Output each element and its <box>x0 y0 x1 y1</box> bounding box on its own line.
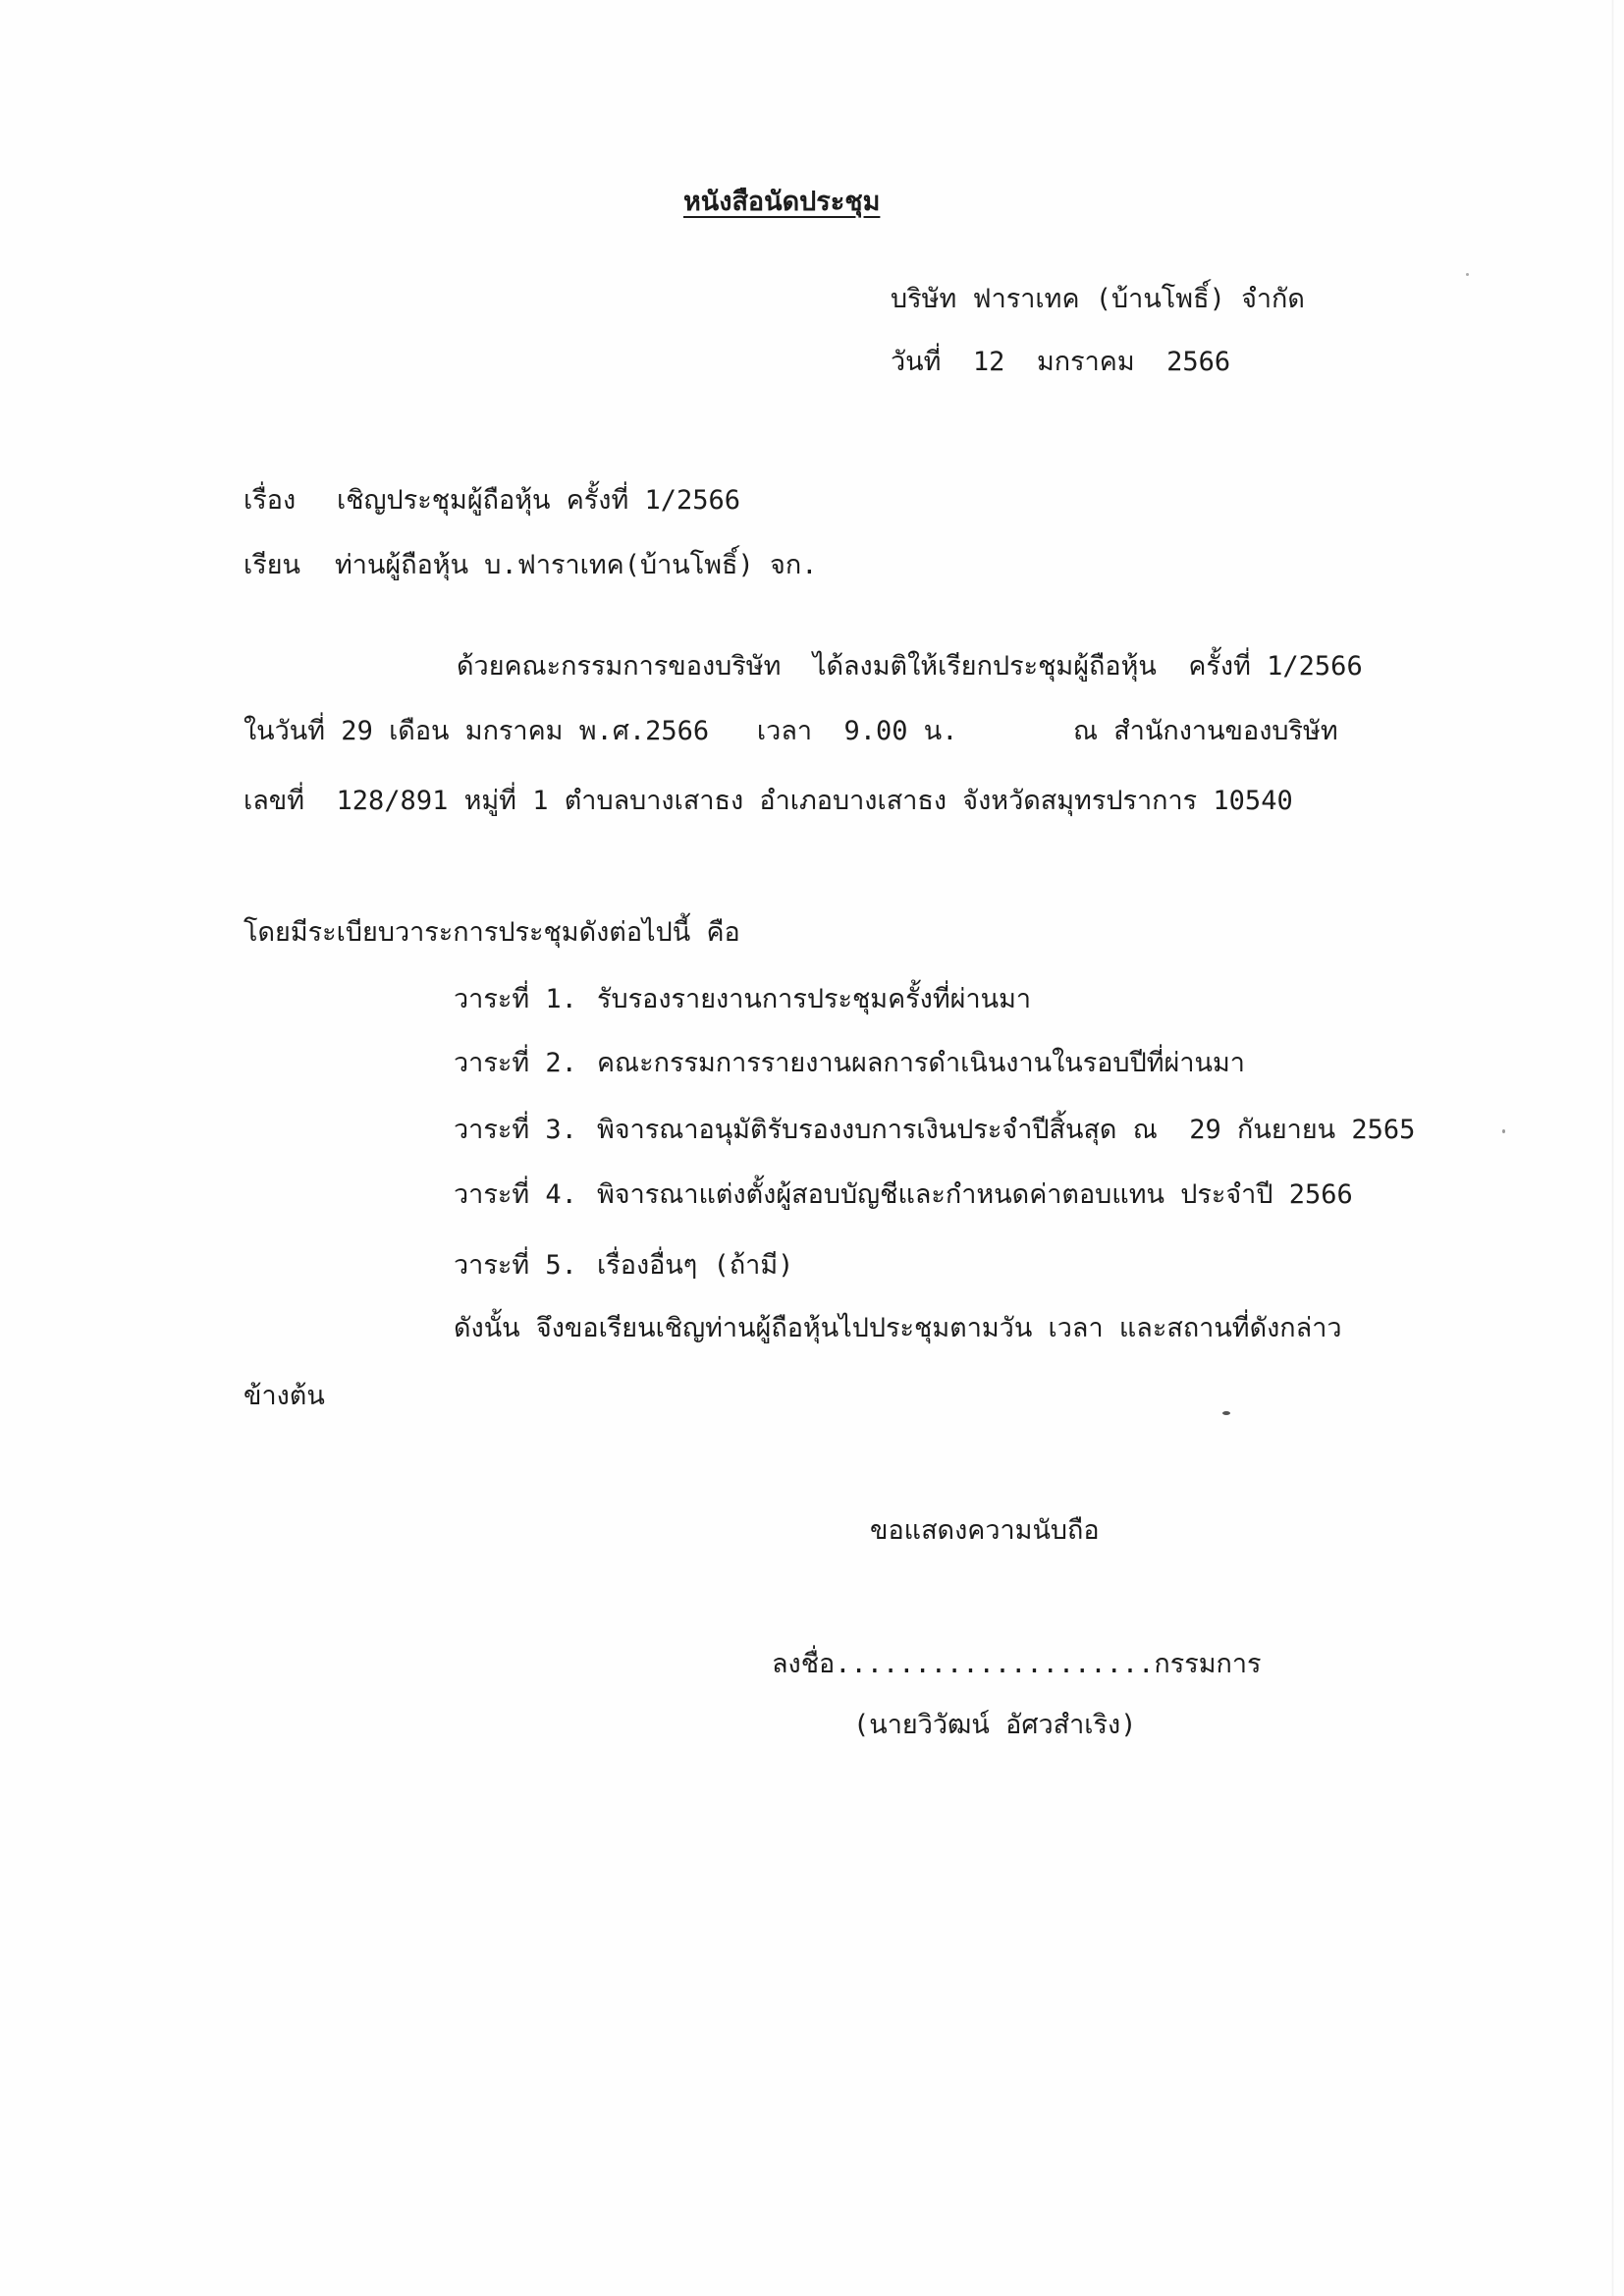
agenda-item-label: วาระที่ 5. <box>454 1250 577 1281</box>
signature-line: ลงชื่อ....................กรรมการ <box>772 1649 1262 1679</box>
body-line-3-address: เลขที่ 128/891 หมู่ที่ 1 ตำบลบางเสาธง อำเภอบางเสาธง จังหวัดสมุทรปราการ 10540 <box>244 786 1293 816</box>
agenda-item-label: วาระที่ 1. <box>454 984 577 1014</box>
closing-line-2: ข้างต้น <box>244 1381 325 1411</box>
body-line-2-date-time: ในวันที่ 29 เดือน มกราคม พ.ศ.2566 เวลา 9.00 น. <box>244 716 958 746</box>
body-line-2-venue: ณ สำนักงานของบริษัท <box>1073 716 1338 746</box>
recipient-label: เรียน <box>244 550 301 580</box>
agenda-item-text: คณะกรรมการรายงานผลการดำเนินงานในรอบปีที่ผ่านมา <box>597 1048 1245 1078</box>
agenda-item-label: วาระที่ 4. <box>454 1179 577 1210</box>
scan-speck <box>1502 1129 1505 1133</box>
scan-speck <box>1222 1411 1230 1415</box>
agenda-item-text: เรื่องอื่นๆ (ถ้ามี) <box>597 1250 794 1281</box>
subject-label: เรื่อง <box>244 485 297 516</box>
subject-text: เชิญประชุมผู้ถือหุ้น ครั้งที่ 1/2566 <box>337 485 741 516</box>
agenda-item-text: พิจารณาแต่งตั้งผู้สอบบัญชีและกำหนดค่าตอบแทน ประจำปี 2566 <box>597 1179 1353 1210</box>
document-date: วันที่ 12 มกราคม 2566 <box>891 347 1231 377</box>
agenda-item-text: รับรองรายงานการประชุมครั้งที่ผ่านมา <box>597 984 1032 1014</box>
company-name: บริษัท ฟาราเทค (บ้านโพธิ์) จำกัด <box>891 284 1305 314</box>
closing-line-1: ดังนั้น จึงขอเรียนเชิญท่านผู้ถือหุ้นไปประชุมตามวัน เวลา และสถานที่ดังกล่าว <box>454 1313 1342 1343</box>
agenda-intro: โดยมีระเบียบวาระการประชุมดังต่อไปนี้ คือ <box>244 917 740 948</box>
regards-text: ขอแสดงความนับถือ <box>870 1515 1100 1546</box>
agenda-item-label: วาระที่ 3. <box>454 1115 577 1145</box>
document-title: หนังสือนัดประชุม <box>683 187 881 217</box>
body-line-1: ด้วยคณะกรรมการของบริษัท ได้ลงมติให้เรียกประชุมผู้ถือหุ้น ครั้งที่ 1/2566 <box>457 651 1363 682</box>
agenda-item-label: วาระที่ 2. <box>454 1048 577 1078</box>
agenda-item-text: พิจารณาอนุมัติรับรองงบการเงินประจำปีสิ้นสุด ณ 29 กันยายน 2565 <box>597 1115 1416 1145</box>
signatory-name: (นายวิวัฒน์ อัศวสำเริง) <box>853 1710 1137 1740</box>
scan-speck <box>1466 273 1469 276</box>
recipient-text: ท่านผู้ถือหุ้น บ.ฟาราเทค(บ้านโพธิ์) จก. <box>335 550 818 580</box>
scan-edge-shadow <box>1611 0 1614 2296</box>
